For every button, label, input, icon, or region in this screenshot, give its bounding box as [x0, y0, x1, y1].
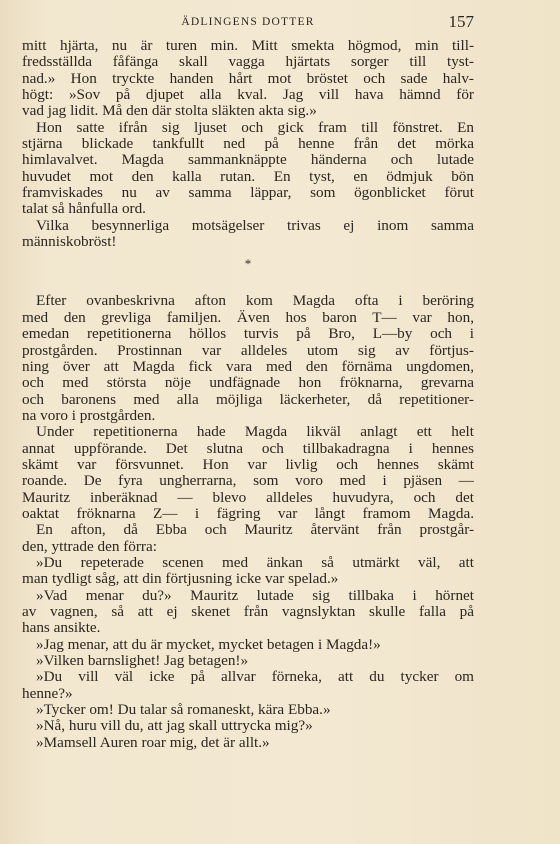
text-line: Vilka besynnerliga motsägelser trivas ej inom samma — [36, 216, 474, 234]
text-line: den, yttrade den förra: — [22, 537, 157, 555]
text-line: »Vilken barnslighet! Jag betagen!» — [36, 652, 249, 670]
text-line: huvudet mot den kalla rutan. En tyst, en ödmjuk bön — [22, 167, 474, 185]
text-line: »Nå, huru vill du, att jag skall uttrycka mig?» — [36, 717, 313, 735]
text-line: skämt var försvunnet. Hon var livlig och hennes skämt — [22, 455, 474, 473]
text-line: »Jag menar, att du är mycket, mycket betagen i Magda!» — [36, 635, 381, 653]
text-line: man tydligt såg, att din förtjusning icke var spelad.» — [22, 570, 339, 588]
text-line: emedan repetitionerna höllos turvis på Bro, L—by och i — [22, 325, 474, 343]
text-line: talat så hånfulla ord. — [22, 200, 146, 218]
text-line: »Vad menar du?» Mauritz lutade sig tillbaka i hörnet — [36, 586, 474, 604]
text-line: En afton, då Ebba och Mauritz återvänt från prostgår- — [36, 521, 474, 539]
text-line: na voro i prostgården. — [22, 406, 156, 424]
text-line: och baronens med alla möjliga läckerheter, då repetitioner- — [22, 390, 474, 408]
text-line: annat uppförande. Det slutna och tillbakadragna i hennes — [22, 439, 474, 457]
text-line: mitt hjärta, nu är turen min. Mitt smekta högmod, min till- — [22, 37, 474, 54]
text-line: med den grevliga familjen. Även hos baron T— var hon, — [22, 308, 474, 326]
text-line: »Tycker om! Du talar så romaneskt, kära Ebba.» — [36, 701, 331, 719]
text-line: Under repetitionerna hade Magda likväl anlagt ett helt — [36, 423, 474, 441]
text-line: människobröst! — [22, 233, 117, 251]
text-line: prostgården. Prostinnan var alldeles utom sig av förtjus- — [22, 341, 474, 359]
text-line: oaktat fröknarna Z— i fägring var långt framom Magda. — [22, 504, 474, 522]
text-line: »Du vill väl icke på allvar förneka, att du tycker om — [36, 668, 474, 686]
text-line: vad jag lidit. Må den där stolta släkten akta sig.» — [22, 102, 317, 120]
text-line: fredsställda fåfänga skall vagga hjärtats sorger till tyst- — [22, 53, 474, 71]
text-line: Hon satte ifrån sig ljuset och gick fram till fönstret. En — [36, 118, 474, 136]
page-header — [22, 12, 474, 32]
text-line: stjärna blickade tankfullt ned på henne från det mörka — [22, 135, 474, 153]
section-divider: * — [244, 256, 252, 272]
text-line: nad.» Hon tryckte handen hårt mot bröstet och sade halv- — [22, 69, 474, 87]
text-line: »Du repeterade scenen med änkan så utmärkt väl, att — [36, 553, 474, 571]
text-line: himlavalvet. Magda sammanknäppte händerna och lutade — [22, 151, 474, 169]
text-line: hans ansikte. — [22, 619, 101, 637]
text-line: framviskades nu av samma läppar, som ögonblicket förut — [22, 184, 474, 202]
text-line: av vagnen, så att ej skenet från vagnslyktan skulle falla på — [22, 603, 474, 620]
text-line: ning över att Magda fick vara med den förnäma ungdomen, — [22, 357, 474, 375]
running-title: ÄDLINGENS DOTTER — [181, 16, 315, 28]
text-line: Efter ovanbeskrivna afton kom Magda ofta i beröring — [36, 292, 474, 310]
text-line: högt: »Sov på djupet alla kval. Jag vill hava hämnd för — [22, 86, 474, 104]
text-line: roande. De fyra ungherrarna, som voro med i pjäsen — — [22, 472, 474, 490]
body-text — [22, 38, 474, 751]
section-gap — [22, 274, 474, 293]
text-line: Mauritz inberäknad — blevo alldeles huvudyra, och det — [22, 488, 474, 506]
text-line: »Mamsell Auren roar mig, det är allt.» — [36, 733, 270, 751]
text-line: och med största nöje undfägnade hon fröknarna, grevarna — [22, 374, 474, 392]
text-line: henne?» — [22, 684, 73, 702]
page-number: 157 — [448, 12, 474, 31]
